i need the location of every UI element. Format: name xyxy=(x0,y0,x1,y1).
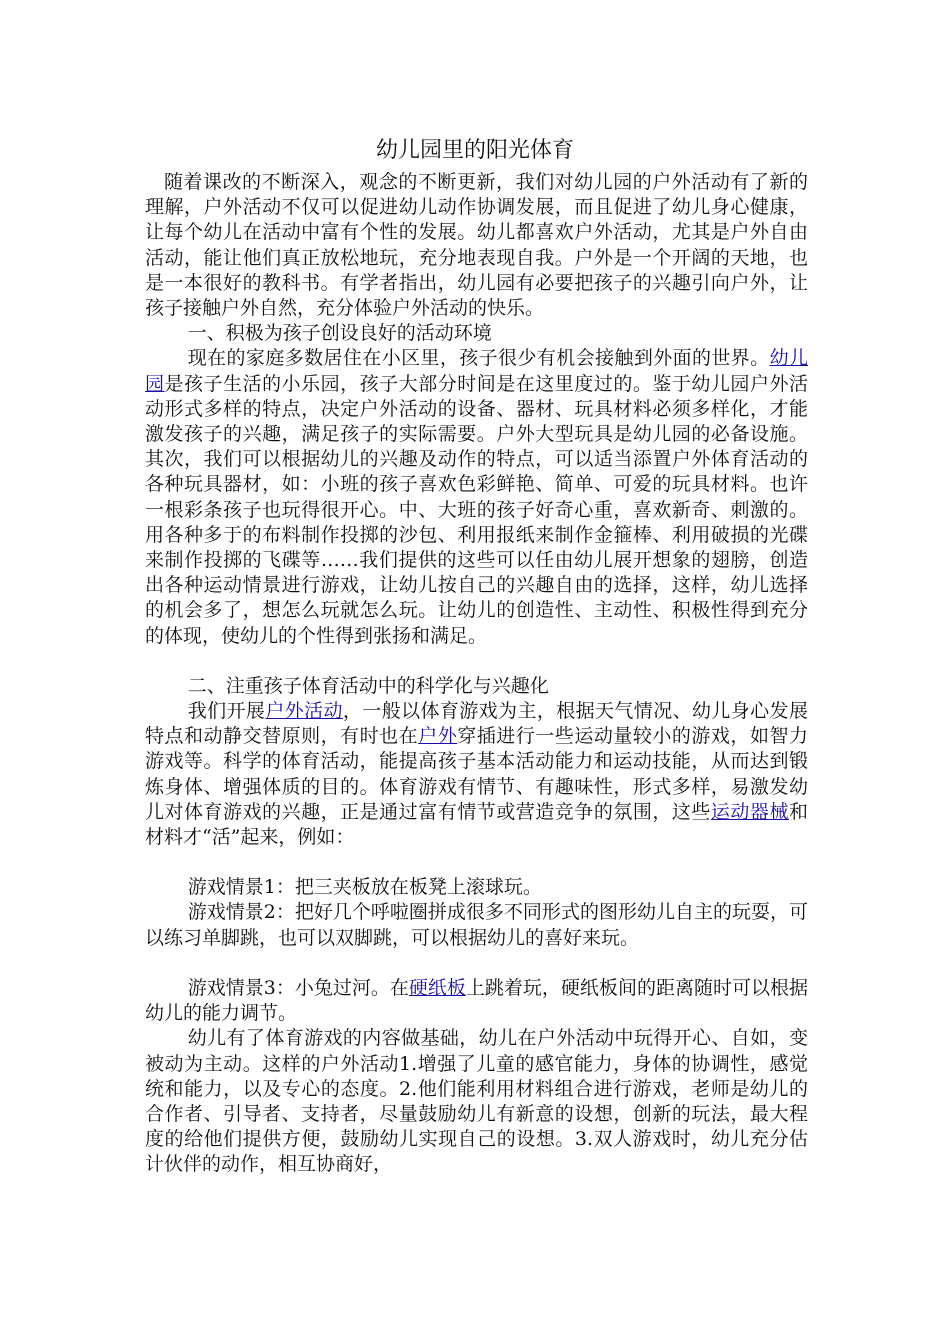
game-scenario-2: 游戏情景2：把好几个呼啦圈拼成很多不同形式的图形幼儿自主的玩耍，可以练习单脚跳，也可以双脚跳，可以根据幼儿的喜好来玩。 xyxy=(145,901,808,949)
section1-heading: 一、积极为孩子创设良好的活动环境 xyxy=(187,322,492,345)
section2-text-d: 和材料才“活”起来，例如： xyxy=(145,800,808,849)
outdoor-activity-link[interactable]: 户外活动 xyxy=(265,700,343,723)
conclusion-paragraph: 幼儿有了体育游戏的内容做基础，幼儿在户外活动中玩得开心、自如，变被动为主动。这样的户外活动1.增强了儿童的感官能力，身体的协调性，感觉统和能力，以及专心的态度。2.他们能利用材料组合进行游戏，老师是幼儿的合作者、引导者、支持者，尽量鼓励幼儿有新意的设想，创新的玩法，最大程度的给他们提供方便，鼓励幼儿实现自己的设想。3.双人游戏时，幼儿充分估计伙伴的动作，相互协商好， xyxy=(145,1027,808,1176)
section2-text-c: 穿插进行一些运动量较小的游戏，如智力游戏等。科学的体育活动，能提高孩子基本活动能力和运动技能，从而达到锻炼身体、增强体质的目的。体育游戏有情节、有趣味性，形式多样，易激发幼儿对体育游戏的兴趣，正是通过富有情节或营造竞争的氛围，这些 xyxy=(145,725,808,823)
spacer xyxy=(145,649,808,674)
section1-text-before: 现在的家庭多数居住在小区里，孩子很少有机会接触到外面的世界。 xyxy=(187,347,770,370)
spacer xyxy=(145,951,808,976)
document-title: 幼儿园里的阳光体育 xyxy=(375,138,574,163)
kindergarten-link[interactable]: 幼儿园 xyxy=(145,347,808,395)
section2-text-a: 我们开展 xyxy=(187,700,266,723)
section2-text-b: ，一般以体育游戏为主，根据天气情况、幼儿身心发展特点和动静交替原则，有时也在 xyxy=(145,700,808,748)
game3-text-b: 上跳着玩，硬纸板间的距离随时可以根据幼儿的能力调节。 xyxy=(145,976,808,1025)
intro-paragraph: 随着课改的不断深入，观念的不断更新，我们对幼儿园的户外活动有了新的理解，户外活动不仅可以促进幼儿动作协调发展，而且促进了幼儿身心健康，让每个幼儿在活动中富有个性的发展。幼儿都喜欢户外活动，尤其是户外自由活动，能让他们真正放松地玩，充分地表现自我。户外是一个开阔的天地，也是一本很好的教科书。有学者指出，幼儿园有必要把孩子的兴趣引向户外，让孩子接触户外自然，充分体验户外活动的快乐。 xyxy=(145,171,808,320)
section1-text-after: 是孩子生活的小乐园，孩子大部分时间是在这里度过的。鉴于幼儿园户外活动形式多样的特点，决定户外活动的设备、器材、玩具材料必须多样化，才能激发孩子的兴趣，满足孩子的实际需要。户外大型玩具是幼儿园的必备设施。其次，我们可以根据幼儿的兴趣及动作的特点，可以适当添置户外体育活动的各种玩具器材，如：小班的孩子喜欢色彩鲜艳、简单、可爱的玩具材料。也许一根彩条孩子也玩得很开心。中、大班的孩子好奇心重，喜欢新奇、刺激的。用各种多于的布料制作投掷的沙包、利用报纸来制作金箍棒、利用破损的光碟来制作投掷的飞碟等……我们提供的这些可以任由幼儿展开想象的翅膀，创造出各种运动情景进行游戏，让幼儿按自己的兴趣自由的选择，这样，幼儿选择的机会多了，想怎么玩就怎么玩。让幼儿的创造性、主动性、积极性得到充分的体现，使幼儿的个性得到张扬和满足。 xyxy=(145,372,808,647)
cardboard-link[interactable]: 硬纸板 xyxy=(408,976,466,999)
game3-text-a: 游戏情景3：小兔过河。在 xyxy=(187,976,409,999)
section2-paragraph xyxy=(145,699,808,850)
spacer xyxy=(145,850,808,875)
outdoor-link[interactable]: 户外 xyxy=(418,725,458,748)
sports-equipment-link[interactable]: 运动器械 xyxy=(710,800,789,823)
game-scenario-3 xyxy=(145,976,808,1026)
section1-paragraph xyxy=(145,346,808,648)
document-body xyxy=(145,170,808,1178)
game-scenario-1: 游戏情景1：把三夹板放在板凳上滚球玩。 xyxy=(187,876,542,899)
section2-heading: 二、注重孩子体育活动中的科学化与兴趣化 xyxy=(187,674,549,697)
